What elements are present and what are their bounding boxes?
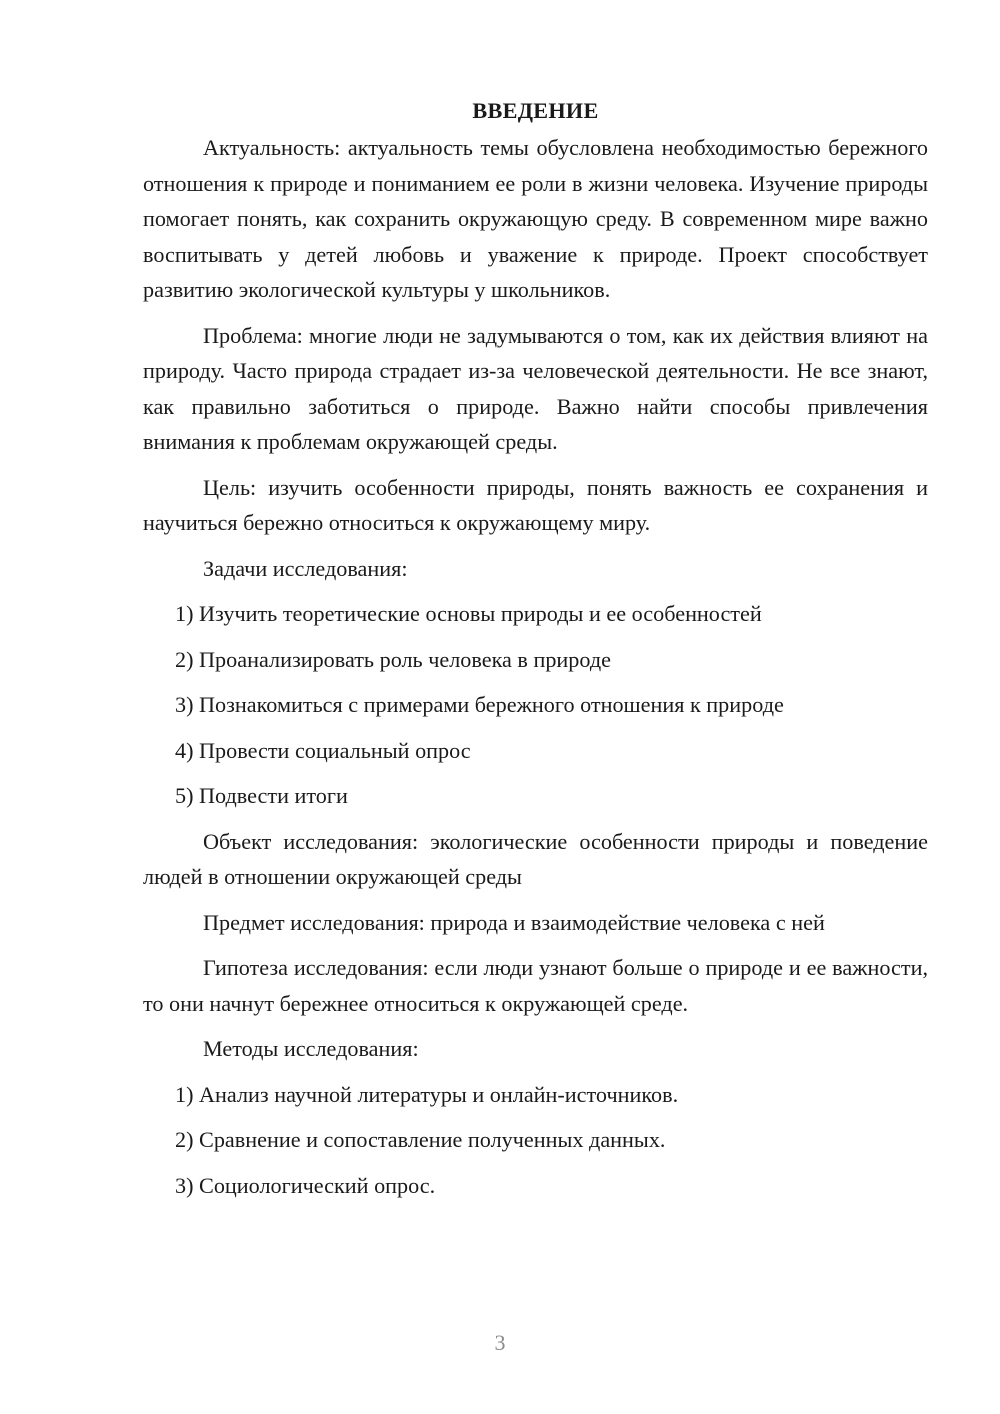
- subject-paragraph: Предмет исследования: природа и взаимодействие человека с ней: [203, 909, 825, 935]
- page-number: 3: [494, 1330, 506, 1355]
- task-item: 1) Изучить теоретические основы природы и ее особенностей: [175, 601, 762, 626]
- document-page: [143, 92, 928, 1203]
- object-paragraph: Объект исследования: экологические особенности природы и поведение людей в отношении окружающей среды: [143, 828, 928, 889]
- task-item: 5) Подвести итоги: [175, 783, 348, 808]
- goal-paragraph: Цель: изучить особенности природы, понять важность ее сохранения и научиться бережно относиться к окружающему миру.: [143, 474, 928, 535]
- task-item: 2) Проанализировать роль человека в природе: [175, 646, 611, 672]
- problem-paragraph: Проблема: многие люди не задумываются о том, как их действия влияют на природу. Часто природа страдает из-за человеческой деятельности. Не все знают, как правильно заботиться о природе. Важно найти способы привлечения внимания к проблемам окружающей среды.: [143, 322, 928, 454]
- method-item: 2) Сравнение и сопоставление полученных данных.: [175, 1127, 666, 1152]
- tasks-title: Задачи исследования:: [203, 555, 408, 581]
- method-item: 3) Социологический опрос.: [175, 1172, 436, 1198]
- method-item: 1) Анализ научной литературы и онлайн-источников.: [175, 1081, 679, 1107]
- page-title: ВВЕДЕНИЕ: [472, 98, 599, 123]
- task-item: 3) Познакомиться с примерами бережного отношения к природе: [175, 692, 784, 717]
- methods-title: Методы исследования:: [203, 1036, 419, 1061]
- relevance-paragraph: Актуальность: актуальность темы обусловлена необходимостью бережного отношения к природе и пониманием ее роли в жизни человека. Изучение природы помогает понять, как сохранить окружающую среду. В современном мире важно воспитывать у детей любовь и уважение к природе. Проект способствует развитию экологической культуры у школьников.: [143, 135, 928, 302]
- hypothesis-paragraph: Гипотеза исследования: если люди узнают больше о природе и ее важности, то они начнут бережнее относиться к окружающей среде.: [143, 955, 928, 1016]
- task-item: 4) Провести социальный опрос: [175, 737, 471, 763]
